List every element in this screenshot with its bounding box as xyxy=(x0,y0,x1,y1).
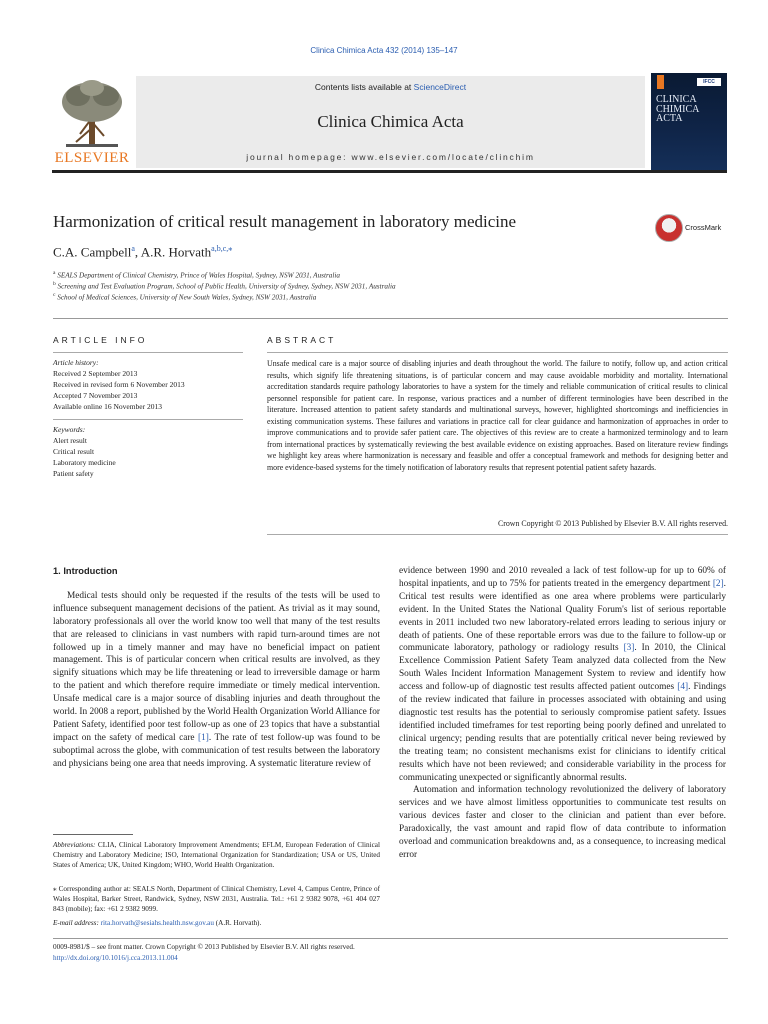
elsevier-tree-icon xyxy=(56,78,128,150)
journal-masthead xyxy=(52,76,727,174)
body-paragraph xyxy=(53,590,380,771)
affiliation xyxy=(53,281,396,290)
affiliation xyxy=(53,292,316,301)
author-separator: , xyxy=(134,244,141,260)
cover-title-line-1: CLINICA xyxy=(656,94,697,105)
email-label: E-mail address: xyxy=(53,919,99,927)
footnote-abbreviations xyxy=(53,840,380,871)
body-column-left xyxy=(53,565,380,771)
footnote-rule xyxy=(53,834,133,835)
paragraph-text: . In 2010, the Clinical Excellence Commission Patient Safety Team analyzed data collected from the New South Wales Incident Information Management System to review and identify how access and follow-up of diagnostic test results affected patient outcomes xyxy=(399,643,727,693)
author-list xyxy=(53,244,232,260)
elsevier-logo[interactable] xyxy=(52,76,132,168)
affiliation-text: School of Medical Sciences, University of New South Wales, Sydney, NSW 2031, Australia xyxy=(57,293,317,302)
body-paragraph: Automation and information technology revolutionized the delivery of laboratory services and we have almost limitless opportunities to communicate test results on various devices faster and closer to the clinician and patient than ever before. Paradoxically, the vast amount and rapid flow of data contribute to information overload and communication breakdowns and, as a consequence, to increasing medical error xyxy=(399,785,726,860)
citation-link[interactable]: [1] xyxy=(198,732,209,743)
article-history-heading: Article history: xyxy=(53,358,99,367)
author-affiliation-link[interactable]: a,b,c,⁎ xyxy=(211,244,233,253)
cover-bookmark-icon xyxy=(657,75,664,89)
abstract-rule xyxy=(267,352,728,353)
journal-homepage-link[interactable]: journal homepage: www.elsevier.com/locate/clinchim xyxy=(246,152,535,162)
footnote-email xyxy=(53,918,380,928)
heading-spacer xyxy=(53,578,380,590)
masthead-rule xyxy=(52,170,727,173)
body-paragraph xyxy=(399,565,726,784)
abstract-bottom-rule xyxy=(267,534,728,535)
crossmark-label: CrossMark xyxy=(685,223,722,232)
citation-link[interactable]: [3] xyxy=(623,643,635,654)
cover-title-line-3: ACTA xyxy=(656,113,683,124)
body-column-right xyxy=(399,565,726,862)
journal-reference-link[interactable]: Clinica Chimica Acta 432 (2014) 135–147 xyxy=(310,46,458,55)
doi-link[interactable]: http://dx.doi.org/10.1016/j.cca.2013.11.004 xyxy=(53,954,178,962)
email-suffix: (A.R. Horvath). xyxy=(213,919,262,927)
sciencedirect-link[interactable]: ScienceDirect xyxy=(413,82,467,92)
paper-title: Harmonization of critical result management in laboratory medicine xyxy=(53,212,517,231)
abstract-label: ABSTRACT xyxy=(267,335,337,345)
keywords-heading: Keywords: xyxy=(53,425,86,434)
keyword: Patient safety xyxy=(53,469,94,478)
cover-badge: IFCC xyxy=(697,78,721,86)
paragraph-text: . The rate of test follow-up was found to be suboptimal across the globe, with communication of test results between the laboratory and physicians being one area that needs improving. A systematic literature review of xyxy=(53,732,380,769)
journal-name: Clinica Chimica Acta xyxy=(317,112,464,131)
paragraph-text: evidence between 1990 and 2010 revealed a lack of test follow-up for up to 60% of hospital inpatients, and up to 75% for patients treated in the emergency department xyxy=(399,566,726,589)
affiliation xyxy=(53,270,340,279)
paragraph-text: . Findings of the review indicated that failure in processes associated with obtaining and using diagnostic test results has the potential to seriously compromise patient safety. Issues identified included timeframes for test reporting being poorly defined and unrelated to clinical urgency; pending results that are potentially critical never being reviewed by the treating team; no consistent mechanisms exist for clinicians to identify critical results which have not been reviewed; and considerable variability in the process for communicating unexpected or significantly abnormal results. xyxy=(399,682,726,783)
masthead-center-panel xyxy=(136,76,645,168)
issn-line: 0009-8981/$ – see front matter. Crown Copyright © 2013 Published by Elsevier B.V. All rights reserved. xyxy=(53,943,355,951)
paragraph-text: . Critical test results were identified as one area where problems were particularly evident. In the United States the National Quality Forum's list of serious reportable events in 2011 included two new laboratory-related errors leading to serious injury or death of patients. One of these reportable errors was due to the failure to follow-up or communicate laboratory, pathology or radiology results xyxy=(399,578,726,654)
footnote-corresponding-author: ⁎ Corresponding author at: SEALS North, Department of Clinical Chemistry, Level 4, Campus Centre, Prince of Wales Hospital, Barker Street, Randwick, Sydney, NSW 2031, Australia. Tel.: +61 2 9382 9078, +61 404 027 843 (mobile); fax: +61 2 9382 9099. xyxy=(53,885,380,914)
author-affiliation-link[interactable]: a xyxy=(131,244,135,253)
keyword: Laboratory medicine xyxy=(53,458,116,467)
history-item: Received 2 September 2013 xyxy=(53,369,138,378)
affiliation-text: Screening and Test Evaluation Program, School of Public Health, University of Sydney, Sydney, NSW 2031, Australia xyxy=(57,282,396,291)
footer-rule xyxy=(53,938,728,939)
email-link[interactable]: rita.horvath@sesiahs.health.nsw.gov.au xyxy=(100,919,214,927)
author-name: C.A. Campbell xyxy=(53,244,132,260)
header-divider xyxy=(53,318,728,319)
keyword: Critical result xyxy=(53,447,95,456)
abbreviations-text: CLIA, Clinical Laboratory Improvement Amendments; EFLM, European Federation of Clinical Chemistry and Laboratory Medicine; ISO, International Organization for Standardization; USA or US, United States of America; UK, United Kingdom; WHO, World Health Organization. xyxy=(53,841,380,870)
history-item: Accepted 7 November 2013 xyxy=(53,391,138,400)
crossmark-button[interactable] xyxy=(655,214,729,246)
affiliation-marker: c xyxy=(53,292,56,298)
citation-link[interactable]: [4] xyxy=(677,682,689,693)
history-item: Received in revised form 6 November 2013 xyxy=(53,380,185,389)
affiliation-text: SEALS Department of Clinical Chemistry, Prince of Wales Hospital, Sydney, NSW 2031, Australia xyxy=(57,271,340,280)
paragraph-text: Medical tests should only be requested if the results of the tests will be used to influence subsequent management decisions of the patient. As trivial as it may sound, laboratory professionals all over the world know too well that many of the test results that are released to clinicians in vast numbers with rapid turn-around times are not followed up in a timely manner and may have no beneficial impact on patient management. This is of particular concern when critical results are involved, as they signify situations which may be life threatening or lead to irreversible damage or harm to the patient and which therefore require immediate or timely medical intervention. Unsafe medical care is a major source of disabling injuries and death throughout the world. In 2008 a report, published by the World Health Organization World Alliance for Patient Safety, identified poor test follow-up as one of 23 topics that have a substantial impact on the safety of medical care xyxy=(53,590,380,743)
affiliation-marker: b xyxy=(53,281,56,287)
abstract-copyright: Crown Copyright © 2013 Published by Elsevier B.V. All rights reserved. xyxy=(497,519,728,528)
citation-link[interactable]: [2] xyxy=(712,578,724,589)
contents-lists-line xyxy=(136,82,645,92)
cover-title xyxy=(656,95,724,124)
author-name: A.R. Horvath xyxy=(140,244,212,260)
abstract-text: Unsafe medical care is a major source of disabling injuries and death throughout the world. The failure to notify, follow up, and action critical results, which signify life threatening situations, is of particular concern and may cause avoidable morbidity and mortality. International accreditation standards require pathology laboratories to have a system for the timely and reliable communication of critical results to clinical personnel responsible for patient care. In response, various practices and a number of different terminologies have been described in the literature. Increased attention to patient safety standards and multinational surveys, however, highlighted shortcomings and inefficiencies in existing communication systems. These failures and variations in practice call for clear guidance and harmonization of approaches in order to improve communications and to provide safer patient care. The objectives of this review are to create a harmonized terminology and to learn from international practices by systematically reviewing the best available evidence on existing approaches. Based on literature review findings we highlight key areas where harmonization is necessary and feasible and offer a conceptual framework and methods for designing better and more evidence-based systems for the timely notification of laboratory results that represent potential patient safety hazards. xyxy=(267,359,728,472)
crossmark-icon xyxy=(655,214,683,242)
keywords-rule xyxy=(53,419,243,420)
article-info-rule xyxy=(53,352,243,353)
elsevier-wordmark: ELSEVIER xyxy=(54,150,130,166)
keyword: Alert result xyxy=(53,436,87,445)
section-heading-introduction: 1. Introduction xyxy=(53,566,118,576)
contents-prefix: Contents lists available at xyxy=(314,82,414,92)
abbreviations-label: Abbreviations: xyxy=(53,841,96,849)
article-info-label: ARTICLE INFO xyxy=(53,335,148,345)
journal-cover-image[interactable] xyxy=(651,73,727,173)
cover-title-line-2: CHIMICA xyxy=(656,103,700,115)
history-item: Available online 16 November 2013 xyxy=(53,402,162,411)
affiliation-marker: a xyxy=(53,270,56,276)
